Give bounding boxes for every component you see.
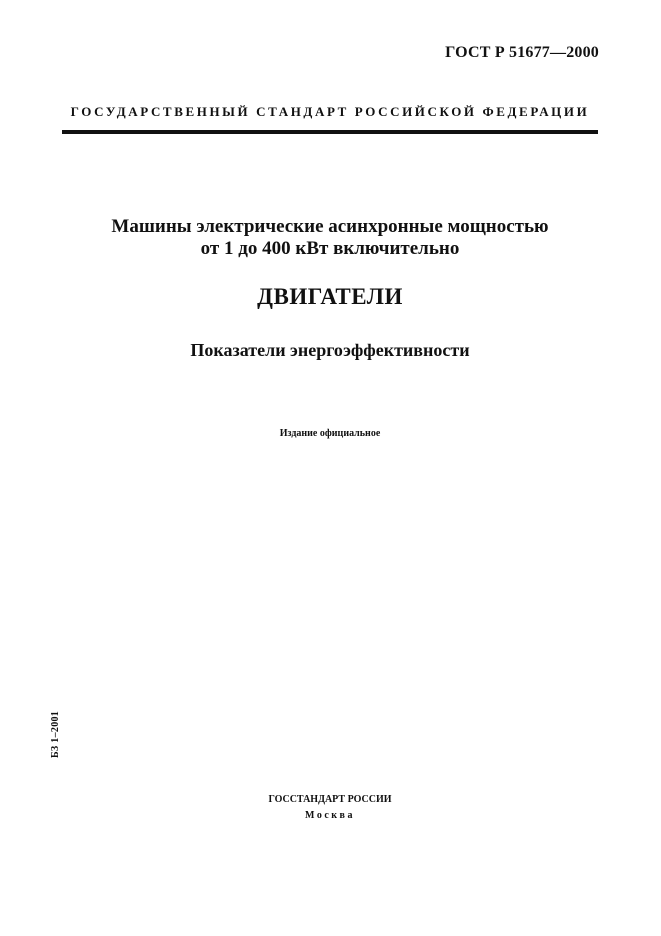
document-code: ГОСТ Р 51677—2000 [445, 44, 599, 61]
section-title: ДВИГАТЕЛИ [257, 284, 403, 309]
title-line-2: от 1 до 400 кВт включительно [200, 238, 460, 259]
header-divider [62, 130, 598, 134]
city: Москва [305, 810, 355, 821]
edition-label: Издание официальное [279, 428, 381, 439]
publisher: ГОССТАНДАРТ РОССИИ [268, 794, 392, 805]
standard-header: ГОСУДАРСТВЕННЫЙ СТАНДАРТ РОССИЙСКОЙ ФЕДЕРАЦИИ [70, 104, 590, 119]
main-title [62, 216, 598, 260]
subtitle: Показатели энергоэффективности [190, 340, 470, 360]
side-code: БЗ 1–2001 [50, 710, 61, 758]
title-line-1: Машины электрические асинхронные мощностью [111, 216, 549, 237]
